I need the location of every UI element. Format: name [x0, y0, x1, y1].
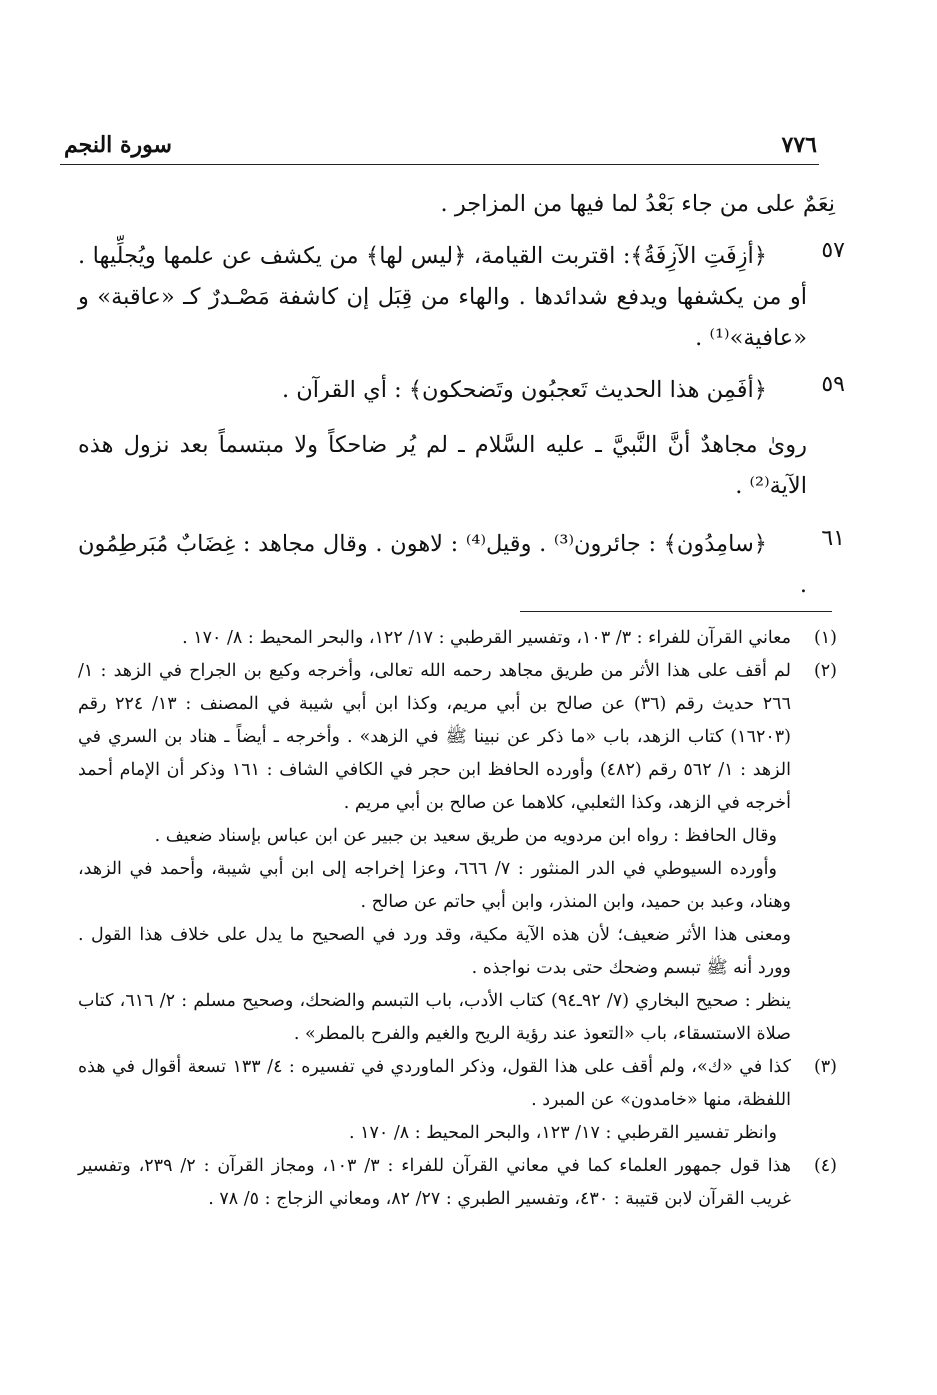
verse-57-commentary: ﴿أزِفَتِ الآزِفَةُ﴾: اقتربت القيامة، ﴿ليس لها﴾ من يكشف عن علمها ويُجلِّيها . أو من يكشفها ويدفع شدائدها . والهاء من قِبَل إن كاشفة مَصْـدرٌ كـ «عاقبة» و «عافية»⁽¹⁾ . — [78, 243, 807, 351]
page-number: ٧٧٦ — [781, 132, 817, 158]
footnote-separator — [520, 611, 832, 612]
footnote-text: لم أقف على هذا الأثر من طريق مجاهد رحمه الله تعالى، وأخرجه وكيع بن الجراح في الزهد : ١/ ٢٦٦ حديث رقم (٣٦) عن صالح بن أبي مريم، وكذا ابن أبي شيبة في المصنف : ١٣/ ٢٢٤ رقم (١٦٢٠٣) كتاب الزهد، باب «ما ذكر عن نبينا ﷺ في الزهد» . وأخرجه ـ أيضاً ـ هناد بن السري في الزهد : ١/ ٥٦٢ رقم (٤٨٢) وأورده الحافظ ابن حجر في الكافي الشاف : ١٦١ وذكر أن الإمام أحمد أخرجه في الزهد، وكذا الثعلبي، كلاهما عن صالح بن أبي مريم . — [78, 661, 791, 813]
intro-line: نِعَمٌ على من جاء بَعْدُ لما فيها من المزاجر . — [440, 191, 835, 217]
verse-61-commentary: ﴿سامِدُون﴾ : جائرون⁽³⁾ . وقيل⁽⁴⁾ : لاهون . وقال مجاهد : غِضَابٌ مُبَرطِمُون . — [78, 531, 807, 598]
footnote-text: كذا في «ك»، ولم أقف على هذا القول، وذكر الماوردي في تفسيره : ٤/ ١٣٣ تسعة أقوال في هذه اللفظة، منها «خامدون» عن المبرد . — [78, 1057, 792, 1110]
verse-number-57: ٥٧ — [821, 238, 845, 263]
verse-59-commentary: ﴿أفَمِن هذا الحديث تَعجبُون وتَضحكون﴾ : أي القرآن . — [281, 377, 767, 403]
footnote-2 — [78, 655, 837, 1051]
footnote-number: (٤) — [813, 1156, 837, 1176]
page-header — [60, 128, 819, 165]
footnote-text: وانظر تفسير القرطبي : ١٧/ ١٢٣، والبحر المحيط : ٨/ ١٧٠ . — [348, 1123, 777, 1143]
footnote-text: معاني القرآن للفراء : ٣/ ١٠٣، وتفسير القرطبي : ١٧/ ١٢٢، والبحر المحيط : ٨/ ١٧٠ . — [182, 628, 791, 648]
verse-number-61: ٦١ — [821, 526, 845, 551]
footnote-number: (٢) — [813, 661, 837, 681]
running-title: سورة النجم — [64, 132, 172, 158]
footnote-text: هذا قول جمهور العلماء كما في معاني القرآن للفراء : ٣/ ١٠٣، ومجاز القرآن : ٢/ ٢٣٩، وتفسير غريب القرآن لابن قتيبة : ٤٣٠، وتفسير الطبري : ٢٧/ ٨٢، ومعاني الزجاج : ٥/ ٧٨ . — [78, 1156, 792, 1209]
footnote-text: وقال الحافظ : رواه ابن مردويه من طريق سعيد بن جبير عن ابن عباس بإسناد ضعيف . — [154, 826, 777, 846]
footnote-3 — [78, 1051, 837, 1150]
verse-59-narration: روىٰ مجاهدٌ أنَّ النَّبيَّ ـ عليه السَّلام ـ لم يُر ضاحكاً ولا مبتسماً بعد نزول هذه الآية⁽²⁾ . — [78, 432, 807, 499]
footnote-text: وأورده السيوطي في الدر المنثور : ٧/ ٦٦٦، وعزا إخراجه إلى ابن أبي شيبة، وأحمد في الزهد، وهناد، وعبد بن حميد، وابن المنذر، وابن أبي حاتم عن صالح . — [78, 859, 791, 912]
footnote-number: (١) — [813, 628, 837, 648]
footnote-1 — [78, 622, 837, 655]
footnote-4 — [78, 1150, 837, 1216]
verse-number-59: ٥٩ — [821, 372, 845, 397]
footnote-text: ينظر : صحيح البخاري (٧/ ٩٢ـ٩٤) كتاب الأدب، باب التبسم والضحك، وصحيح مسلم : ٢/ ٦١٦، كتاب صلاة الاستسقاء، باب «التعوذ عند رؤية الريح والغيم والفرح بالمطر» . — [78, 991, 792, 1044]
footnote-text: ومعنى هذا الأثر ضعيف؛ لأن هذه الآية مكية، وقد ورد في الصحيح ما يدل على خلاف هذا القول . وورد أنه ﷺ تبسم وضحك حتى بدت نواجذه . — [78, 925, 791, 978]
footnote-number: (٣) — [813, 1057, 837, 1077]
footnotes-section — [78, 622, 837, 1216]
